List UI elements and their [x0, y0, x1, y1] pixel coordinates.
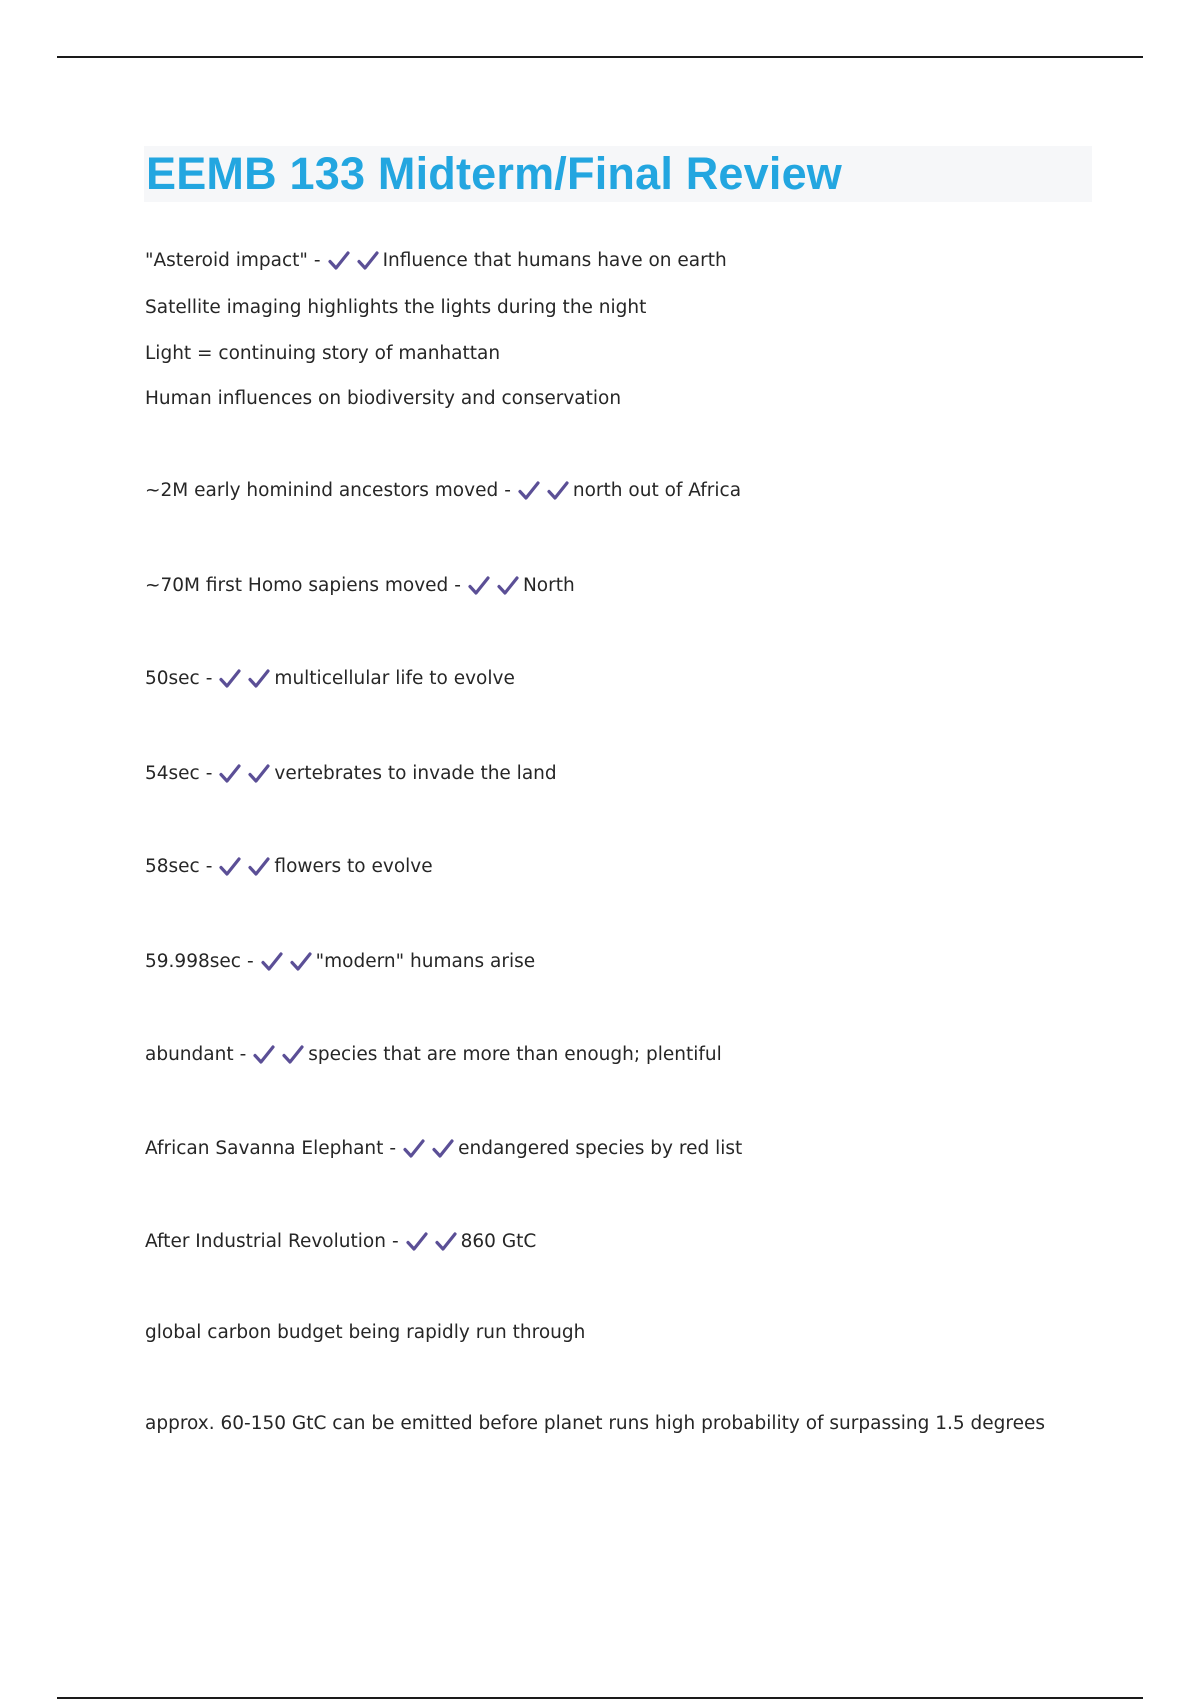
check-icon — [517, 479, 541, 503]
check-icon — [467, 574, 491, 598]
check-icon — [218, 855, 242, 879]
check-icon — [247, 667, 271, 691]
note-line — [145, 853, 433, 881]
note-line — [145, 665, 515, 693]
note-answer: multicellular life to evolve — [274, 668, 515, 689]
check-icon — [252, 1043, 276, 1067]
note-answer: endangered species by red list — [458, 1138, 743, 1159]
note-text: approx. 60-150 GtC can be emitted before planet runs high probability of surpassing 1.5 degrees — [145, 1413, 1046, 1434]
note-answer: 860 GtC — [460, 1231, 537, 1252]
note-line — [145, 1135, 742, 1163]
separator: - — [205, 668, 213, 689]
note-line — [145, 477, 741, 505]
separator: - — [389, 1138, 397, 1159]
note-line — [145, 1041, 722, 1069]
separator: - — [205, 763, 213, 784]
note-term: After Industrial Revolution — [145, 1231, 386, 1252]
header-rule — [57, 56, 1143, 58]
check-icon — [405, 1230, 429, 1254]
note-line — [145, 247, 727, 275]
separator: - — [391, 1231, 399, 1252]
note-answer: "modern" humans arise — [315, 951, 536, 972]
note-term: 58sec — [145, 856, 200, 877]
separator: - — [246, 951, 254, 972]
note-text: global carbon budget being rapidly run through — [145, 1322, 586, 1343]
check-icon — [289, 950, 313, 974]
check-icon — [218, 667, 242, 691]
note-line — [145, 294, 646, 322]
note-answer: species that are more than enough; plentiful — [308, 1044, 722, 1065]
note-term: 50sec — [145, 668, 200, 689]
note-term: ~2M early hominind ancestors moved — [145, 480, 499, 501]
check-icon — [402, 1137, 426, 1161]
note-line — [145, 572, 575, 600]
note-term: 59.998sec — [145, 951, 241, 972]
note-term: African Savanna Elephant — [145, 1138, 384, 1159]
footer-rule — [57, 1697, 1143, 1699]
note-line — [145, 340, 500, 368]
note-answer: vertebrates to invade the land — [274, 763, 557, 784]
check-icon — [546, 479, 570, 503]
check-icon — [356, 249, 380, 273]
note-term: 54sec — [145, 763, 200, 784]
note-text: Light = continuing story of manhattan — [145, 343, 501, 364]
check-icon — [327, 249, 351, 273]
check-icon — [260, 950, 284, 974]
note-line — [145, 1319, 585, 1347]
note-term: ~70M first Homo sapiens moved — [145, 575, 449, 596]
check-icon — [281, 1043, 305, 1067]
document-title: EEMB 133 Midterm/Final Review — [146, 148, 843, 199]
separator: - — [313, 250, 321, 271]
note-text: Human influences on biodiversity and conservation — [145, 388, 622, 409]
check-icon — [218, 762, 242, 786]
note-term: abundant — [145, 1044, 234, 1065]
check-icon — [247, 762, 271, 786]
separator: - — [239, 1044, 247, 1065]
check-icon — [434, 1230, 458, 1254]
separator: - — [454, 575, 461, 596]
check-icon — [247, 855, 271, 879]
note-line — [145, 948, 535, 976]
note-line — [145, 760, 557, 788]
note-term: "Asteroid impact" — [145, 250, 308, 271]
note-line — [145, 1410, 1045, 1438]
check-icon — [496, 574, 520, 598]
check-icon — [431, 1137, 455, 1161]
note-answer: north out of Africa — [572, 480, 742, 501]
separator: - — [205, 856, 213, 877]
note-line — [145, 1228, 536, 1256]
note-answer: North — [522, 575, 575, 596]
note-line — [145, 385, 621, 413]
note-text: Satellite imaging highlights the lights during the night — [145, 297, 647, 318]
separator: - — [504, 480, 511, 501]
note-answer: Influence that humans have on earth — [382, 250, 727, 271]
note-answer: flowers to evolve — [274, 856, 433, 877]
